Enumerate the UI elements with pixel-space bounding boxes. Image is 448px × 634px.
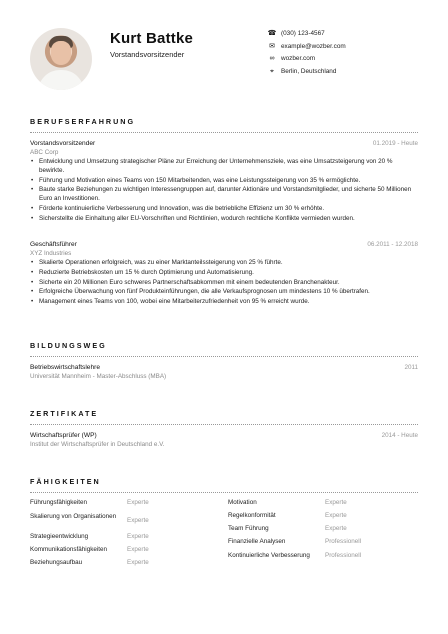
section-skills: [30, 477, 418, 493]
section-divider: [30, 424, 418, 425]
skill-level: Professionell: [325, 552, 362, 559]
contact-email-text[interactable]: example@wozber.com: [281, 42, 346, 50]
job-bullet: • Führung und Motivation eines Teams von 150 Mitarbeitenden, was eine Leistungssteigerung von 35 % ermöglichte.: [30, 177, 418, 186]
degree-institution: Universität Mannheim - Master-Abschluss (MBA): [30, 373, 167, 380]
skill-level: Experte: [127, 533, 149, 540]
experience-item-head: [30, 241, 418, 250]
skill-level: Experte: [127, 546, 149, 553]
skill-level: Experte: [325, 525, 347, 532]
skill-level: Experte: [127, 559, 149, 566]
skill-level: Professionell: [325, 538, 362, 545]
person-title: Vorstandsvorsitzender: [110, 50, 185, 59]
job-title: Vorstandsvorsitzender: [30, 140, 96, 147]
section-divider: [30, 492, 418, 493]
contact-website[interactable]: [267, 53, 437, 66]
company-name: XYZ Industries: [30, 250, 72, 257]
job-bullet: • Entwicklung und Umsetzung strategischer Pläne zur Erreichung der Unternehmensziele, was eine Umsatzsteigerung von 20 % bewirkte.: [30, 158, 418, 176]
contact-email[interactable]: [267, 41, 437, 54]
certificate-date: 2014 - Heute: [381, 432, 418, 439]
skill-name: Skalierung von Organisationen: [30, 513, 117, 520]
job-date: 06.2011 - 12.2018: [367, 241, 418, 248]
person-name: Kurt Battke: [110, 30, 194, 47]
skill-level: Experte: [325, 512, 347, 519]
job-title: Geschäftsführer: [30, 241, 77, 248]
section-title-experience: BERUFSERFAHRUNG: [30, 117, 136, 126]
education-item: [30, 364, 418, 380]
section-title-education: BILDUNGSWEG: [30, 341, 107, 350]
certificate-item-head: [30, 432, 418, 441]
education-item-head: [30, 364, 418, 373]
skill-name: Team Führung: [228, 525, 269, 532]
skill-level: Experte: [127, 499, 149, 506]
job-bullet: • Baute starke Beziehungen zu wichtigen Interessengruppen auf, darunter Aktionäre und Vorstandsmitglieder, und sicherte 50 Millionen Euro an Investitionen.: [30, 186, 418, 204]
skill-level: Experte: [325, 499, 347, 506]
email-icon: ✉: [269, 42, 275, 50]
job-bullet: • Förderte kontinuierliche Verbesserung und Innovation, was die betriebliche Effizienz um 30 % erhöhte.: [30, 205, 418, 214]
link-icon: ∞: [269, 55, 275, 63]
degree-title: Betriebswirtschaftslehre: [30, 364, 100, 371]
certificate-issuer: Institut der Wirtschaftsprüfer in Deutschland e.V.: [30, 441, 165, 448]
contact-phone-text: (030) 123-4567: [281, 30, 325, 37]
contact-phone: [267, 28, 437, 41]
avatar-face: [51, 41, 71, 65]
resume-header: [30, 28, 420, 92]
section-title-certificates: ZERTIFIKATE: [30, 409, 99, 418]
job-bullets: [30, 259, 418, 307]
section-divider: [30, 356, 418, 357]
job-bullet: • Management eines Teams von 100, wobei eine Mitarbeiterzufriedenheit von 95 % erreicht wurde.: [30, 298, 418, 307]
section-experience: [30, 117, 418, 133]
experience-item-1: [30, 140, 418, 225]
section-education: [30, 341, 418, 357]
section-title-skills: FÄHIGKEITEN: [30, 477, 101, 486]
experience-item-head: [30, 140, 418, 149]
job-bullet: • Erfolgreiche Überwachung von fünf Produkteinführungen, die alle Verkaufsprognosen um mindestens 10 % übertrafen.: [30, 288, 418, 297]
skill-name: Motivation: [228, 499, 257, 506]
skill-name: Kommunikationsfähigkeiten: [30, 546, 108, 553]
job-bullet: • Sicherstellte die Einhaltung aller EU-Vorschriften und Richtlinien, wodurch rechtliche Konflikte vermieden wurden.: [30, 215, 418, 224]
company-name: ABC Corp: [30, 149, 59, 156]
job-bullets: [30, 158, 418, 224]
skill-name: Regelkonformität: [228, 512, 276, 519]
skill-name: Beziehungsaufbau: [30, 559, 83, 566]
job-bullet: • Reduzierte Betriebskosten um 15 % durch Optimierung und Automatisierung.: [30, 269, 418, 278]
job-bullet: • Sicherte ein 20 Millionen Euro schweres Partnerschaftsabkommen mit einem bedeutenden Branchenakteur.: [30, 279, 418, 288]
job-date: 01.2019 - Heute: [372, 140, 418, 147]
certificate-title: Wirtschaftsprüfer (WP): [30, 432, 97, 439]
phone-icon: ☎: [267, 30, 277, 37]
experience-item-2: [30, 241, 418, 308]
section-certificates: [30, 409, 418, 425]
job-bullet: • Skalierte Operationen erfolgreich, was zu einer Marktanteilssteigerung von 25 % führte.: [30, 259, 418, 268]
avatar-shirt: [38, 70, 84, 90]
contact-list: [267, 28, 437, 78]
contact-website-text[interactable]: wozber.com: [281, 55, 316, 63]
section-divider: [30, 132, 418, 133]
contact-location-text: Berlin, Deutschland: [281, 67, 337, 75]
degree-date: 2011: [404, 364, 418, 371]
avatar: [30, 28, 92, 90]
skill-name: Führungsfähigkeiten: [30, 499, 88, 506]
skill-level: Experte: [127, 517, 149, 524]
skill-name: Strategieentwicklung: [30, 533, 89, 540]
skill-name: Kontinuierliche Verbesserung: [228, 552, 310, 559]
contact-location: [267, 66, 437, 79]
location-pin-icon: ⌖: [270, 67, 274, 75]
certificate-item: [30, 432, 418, 448]
skill-name: Finanzielle Analysen: [228, 538, 286, 545]
